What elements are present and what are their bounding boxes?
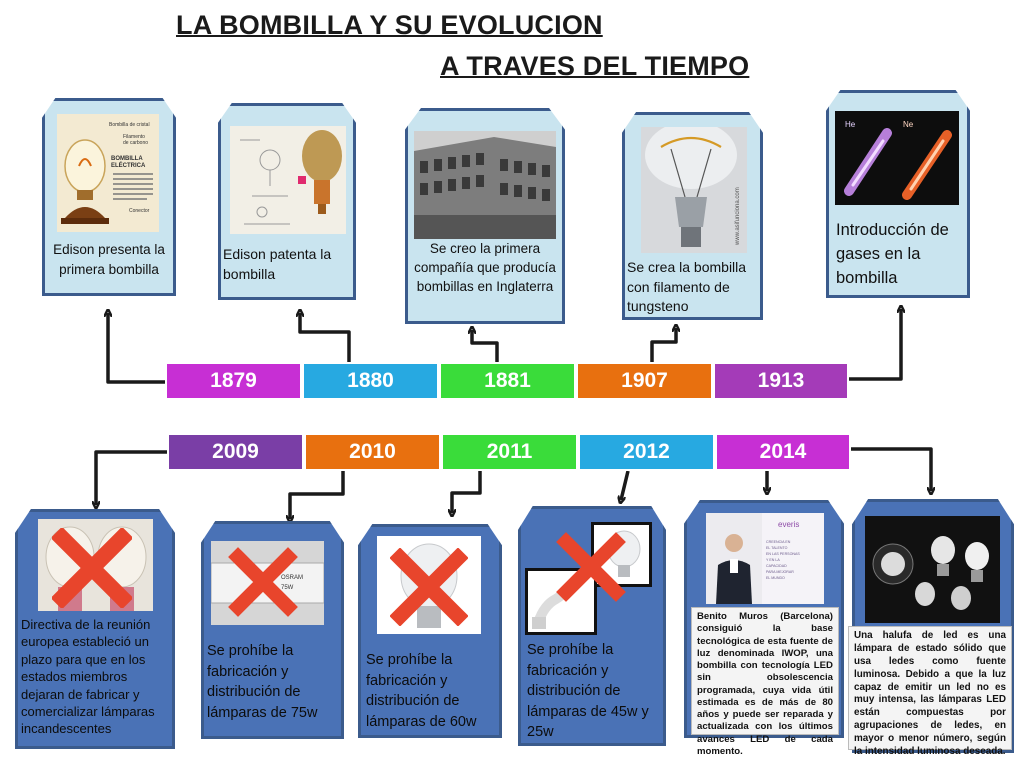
year-2012: 2012 xyxy=(578,433,715,471)
card-2009-text: Directiva de la reunión europea estableció un plazo para que en los estados miembros dejaran de fabricar y comercializar lámparas incandescentes xyxy=(21,617,155,737)
timeline-bottom xyxy=(167,433,851,471)
connector-1879 xyxy=(108,313,166,382)
connector-1880 xyxy=(300,313,349,363)
label-ne: Ne xyxy=(903,120,914,129)
timeline-top xyxy=(165,362,849,400)
factory-photo-image xyxy=(414,131,556,239)
presenter-photo-image xyxy=(706,513,824,604)
tube-label-2: 75W xyxy=(281,585,294,591)
card-1879-text: Edison presenta la primera bombilla xyxy=(53,242,165,277)
card-2012-text: Se prohíbe la fabricación y distribución de lámparas de 45w y 25w xyxy=(527,642,649,741)
banner-line-2: EL TALENTO xyxy=(766,546,788,550)
banner-line-5: CAPACIDAD xyxy=(766,564,787,568)
card-2014-led-text: Una halufa de led es una lámpara de estado sólido que usa ledes como fuente luminosa. Debido a que la luz capaz de emitir un led no es muy intensa, las lámparas LED están compuestas por agrupaciones de ledes, en mayor o menor número, según la intensidad luminosa deseada. xyxy=(848,626,1012,750)
label-electrica: ELÉCTRICA xyxy=(111,163,146,169)
card-1913-text: Introducción de gases en la bombilla xyxy=(836,221,949,287)
watermark-text: www.asifunciona.com xyxy=(735,187,741,245)
title-line-2: A TRAVES DEL TIEMPO xyxy=(440,51,750,81)
connector-1913 xyxy=(849,309,901,379)
connector-1881 xyxy=(472,330,497,363)
year-1913: 1913 xyxy=(713,362,849,400)
connector-1907 xyxy=(652,328,676,363)
connector-2014b xyxy=(849,449,931,491)
card-2010-text: Se prohíbe la fabricación y distribución de lámparas de 75w xyxy=(207,643,318,721)
year-2011: 2011 xyxy=(441,433,578,471)
card-1881-text: Se creo la primera compañía que producía bombillas en Inglaterra xyxy=(414,241,556,294)
year-1907: 1907 xyxy=(576,362,713,400)
connector-2009 xyxy=(96,452,168,505)
connector-2010 xyxy=(290,471,343,519)
banner-line-7: EL MUNDO xyxy=(766,576,785,580)
card-1907-text: Se crea la bombilla con filamento de tungsteno xyxy=(627,259,747,315)
cross-icon xyxy=(228,547,298,617)
banner-brand-text: everis xyxy=(778,520,800,529)
label-bombilla: BOMBILLA xyxy=(111,156,143,162)
tungsten-bulb-image xyxy=(641,127,747,253)
tube-label-1: OSRAM xyxy=(281,575,304,581)
connector-2012 xyxy=(621,471,628,500)
title-line-1: LA BOMBILLA Y SU EVOLUCION xyxy=(176,10,603,40)
label-conector: Conector xyxy=(129,208,150,214)
year-1879: 1879 xyxy=(165,362,302,400)
gas-tubes-image xyxy=(835,111,959,205)
year-2009: 2009 xyxy=(167,433,304,471)
year-2014: 2014 xyxy=(715,433,851,471)
card-1880-text: Edison patenta la bombilla xyxy=(223,246,332,282)
led-lamps-image xyxy=(865,516,1000,623)
banner-line-3: EN LAS PERSONAS xyxy=(766,552,800,556)
cross-icon xyxy=(556,532,626,602)
year-1881: 1881 xyxy=(439,362,576,400)
banner-line-4: Y EN LA xyxy=(766,558,780,562)
patent-drawing-image xyxy=(230,126,346,234)
label-bombilla-cristal: Bombilla de cristal xyxy=(109,122,150,128)
connector-2011 xyxy=(452,471,480,513)
year-2010: 2010 xyxy=(304,433,441,471)
banner-line-1: CREENCIA EN xyxy=(766,540,791,544)
year-1880: 1880 xyxy=(302,362,439,400)
cross-icon xyxy=(52,528,132,608)
card-2011-text: Se prohíbe la fabricación y distribución de lámparas de 60w xyxy=(366,652,477,730)
banner-line-6: PARA MEJORAR xyxy=(766,570,794,574)
label-filamento: Filamento xyxy=(123,134,145,140)
label-de-carbono: de carbono xyxy=(123,140,149,146)
edison-bulb-diagram-image xyxy=(57,114,159,232)
card-2014-iwop-text: Benito Muros (Barcelona) consiguió la base tecnológica de esta fuente de luz denominada IWOP, una bombilla con tecnología LED sin obsolescencia programada, cuya vida útil estimada es de más de 80 años y puede ser reparada y actualizada con los últimos avances LED de cada momento. xyxy=(691,607,839,735)
cross-icon xyxy=(390,548,468,626)
label-he: He xyxy=(845,120,856,129)
